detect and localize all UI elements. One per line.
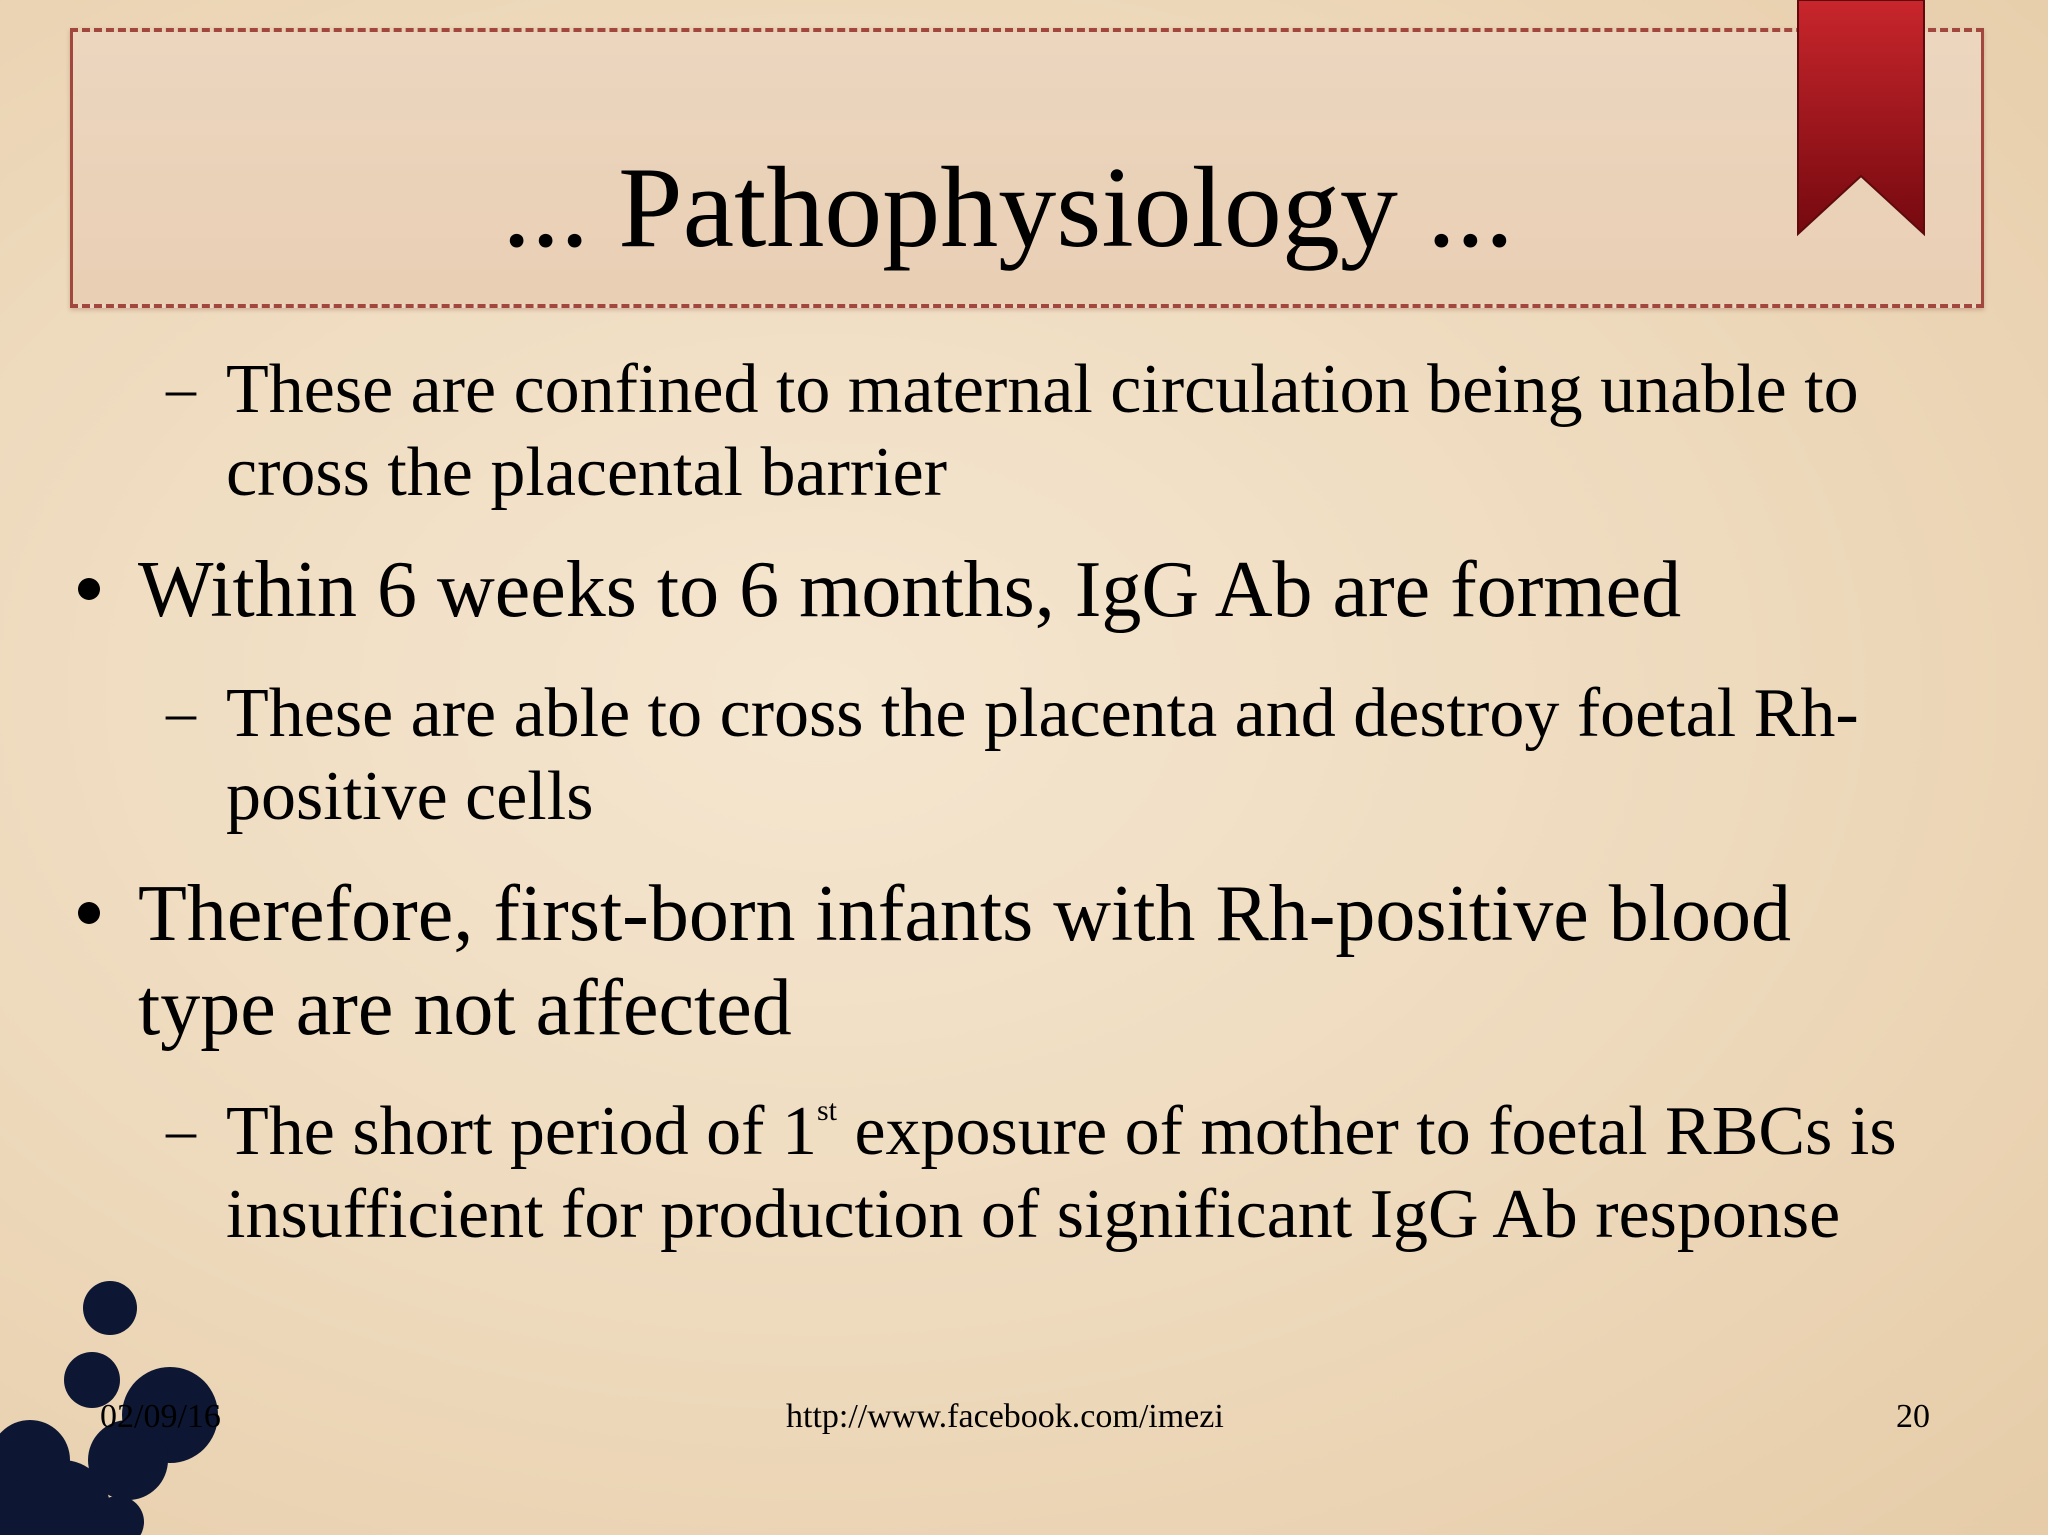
sub-dash-1: – (166, 355, 196, 421)
bullet-2-line-2: type are not affected (138, 964, 792, 1052)
bookmark-ribbon-icon (1796, 0, 1926, 238)
title-frame (70, 28, 1984, 308)
sub-point-3-line-1 (226, 1093, 1897, 1170)
sub-point-1-line-2: cross the placental barrier (226, 434, 948, 511)
footer-date: 02/09/16 (100, 1398, 221, 1435)
bullet-2-marker (78, 902, 100, 924)
footer-url[interactable]: http://www.facebook.com/imezi (786, 1398, 1224, 1435)
bullet-1-text: Within 6 weeks to 6 months, IgG Ab are formed (138, 546, 1682, 634)
sub-dash-3: – (166, 1097, 196, 1163)
slide-title: ... Pathophysiology ... (502, 144, 1514, 272)
ordinal-suffix: st (816, 1094, 837, 1127)
sub-point-3-text-a: The short period of 1 (226, 1093, 817, 1170)
footer-page-number: 20 (1896, 1398, 1930, 1435)
sub-point-3-text-b: exposure of mother to foetal RBCs is (836, 1093, 1897, 1170)
sub-point-1-line-1: These are confined to maternal circulation being unable to (226, 351, 1859, 428)
bullet-2-line-1: Therefore, first-born infants with Rh-positive blood (138, 870, 1791, 958)
bullet-1-marker (78, 578, 100, 600)
sub-point-2-line-1: These are able to cross the placenta and destroy foetal Rh- (226, 675, 1859, 752)
sub-dash-2: – (166, 679, 196, 745)
sub-point-3-line-2: insufficient for production of significant IgG Ab response (226, 1176, 1841, 1253)
sub-point-2-line-2: positive cells (226, 758, 594, 835)
